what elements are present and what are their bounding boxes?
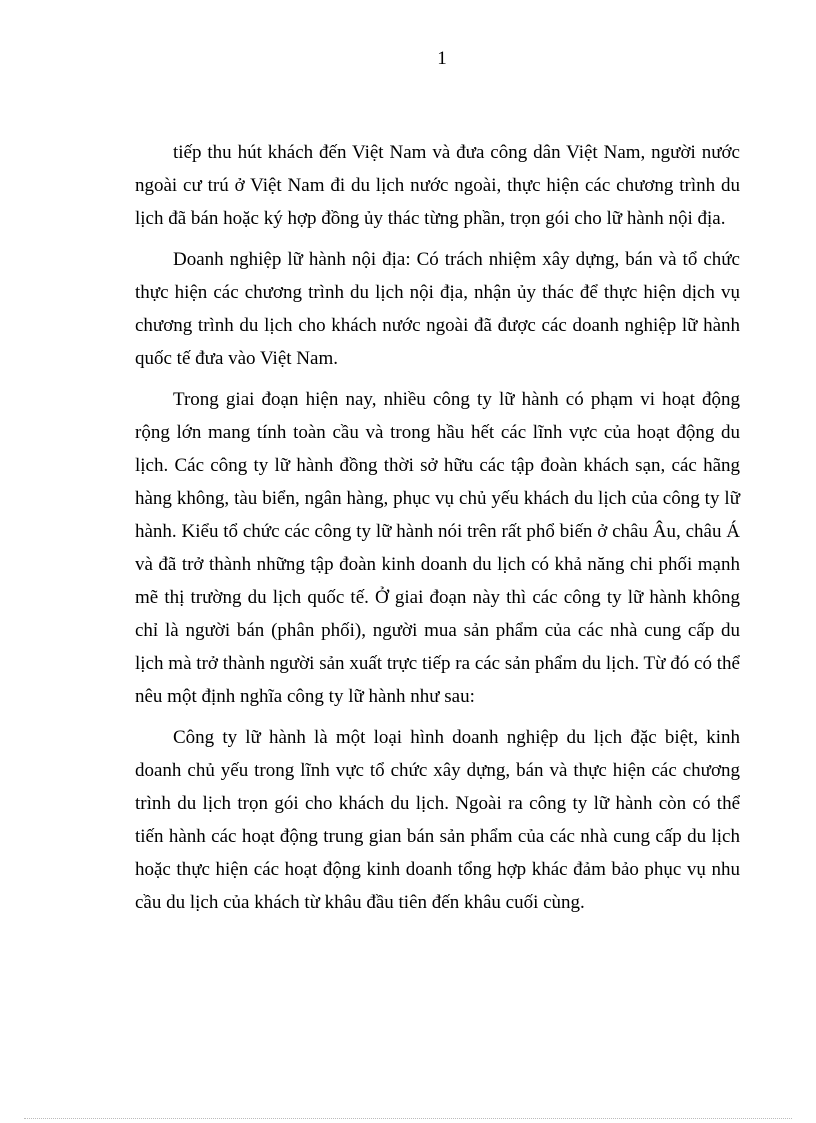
document-body — [135, 136, 740, 927]
paragraph-1: tiếp thu hút khách đến Việt Nam và đưa công dân Việt Nam, người nước ngoài cư trú ở Việt Nam đi du lịch nước ngoài, thực hiện các chương trình du lịch đã bán hoặc ký hợp đồng ủy thác từng phần, trọn gói cho lữ hành nội địa. — [135, 142, 740, 229]
page-bottom-divider — [24, 1118, 792, 1119]
paragraph-3: Trong giai đoạn hiện nay, nhiều công ty lữ hành có phạm vi hoạt động rộng lớn mang tính toàn cầu và trong hầu hết các lĩnh vực của hoạt động du lịch. Các công ty lữ hành đồng thời sở hữu các tập đoàn khách sạn, các hãng hàng không, tàu biển, ngân hàng, phục vụ chủ yếu khách du lịch của công ty lữ hành. Kiểu tổ chức các công ty lữ hành nói trên rất phổ biến ở châu Âu, châu Á và đã trở thành những tập đoàn kinh doanh du lịch có khả năng chi phối mạnh mẽ thị trường du lịch quốc tế. Ở giai đoạn này thì các công ty lữ hành không chỉ là người bán (phân phối), người mua sản phẩm của các nhà cung cấp du lịch mà trở thành người sản xuất trực tiếp ra các sản phẩm du lịch. Từ đó có thể nêu một định nghĩa công ty lữ hành như sau: — [135, 389, 740, 707]
paragraph-4: Công ty lữ hành là một loại hình doanh nghiệp du lịch đặc biệt, kinh doanh chủ yếu trong lĩnh vực tổ chức xây dựng, bán và thực hiện các chương trình du lịch trọn gói cho khách du lịch. Ngoài ra công ty lữ hành còn có thể tiến hành các hoạt động trung gian bán sản phẩm của các nhà cung cấp du lịch hoặc thực hiện các hoạt động kinh doanh tổng hợp khác đảm bảo phục vụ nhu cầu du lịch của khách từ khâu đầu tiên đến khâu cuối cùng. — [135, 727, 740, 913]
paragraph-2: Doanh nghiệp lữ hành nội địa: Có trách nhiệm xây dựng, bán và tổ chức thực hiện các chương trình du lịch nội địa, nhận ủy thác để thực hiện dịch vụ chương trình du lịch cho khách nước ngoài đã được các doanh nghiệp lữ hành quốc tế đưa vào Việt Nam. — [135, 249, 740, 369]
page-number: 1 — [437, 48, 447, 69]
